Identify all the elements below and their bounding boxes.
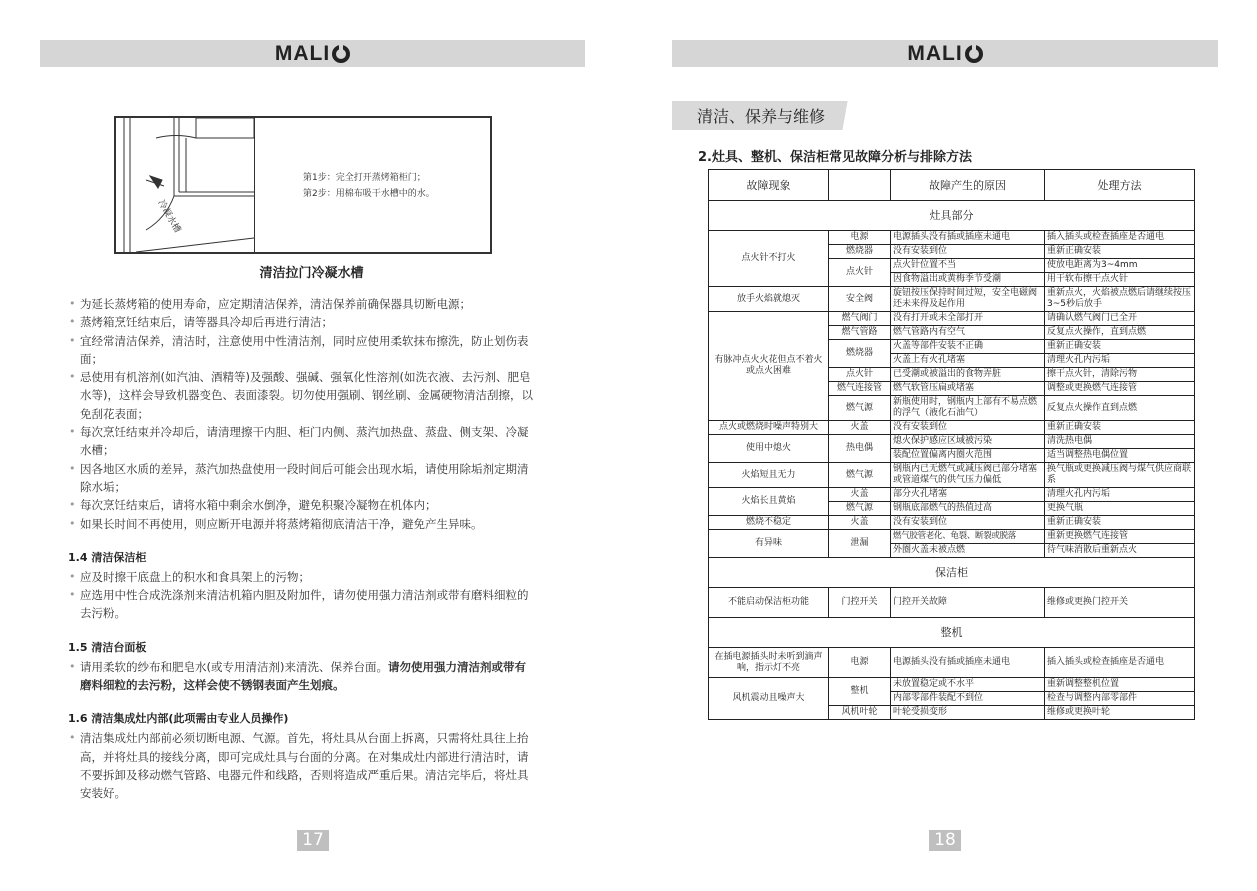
section-1-5-title: 1.5 清洁台面板 xyxy=(68,640,147,654)
table-row xyxy=(709,435,1195,449)
cleaning-instructions xyxy=(68,295,533,803)
table-header-row xyxy=(709,170,1195,201)
fix-cell: 维修或更换叶轮 xyxy=(1045,706,1195,720)
cause-cell: 没有安装到位 xyxy=(891,516,1045,530)
list-item: • 应选用中性合成洗涤剂来清洁机箱内胆及附加件，请勿使用强力清洁剂或带有磨料细粒的去污粉。 xyxy=(68,586,533,623)
cause-cell: 新瓶使用时，钢瓶内上部有不易点燃的浮气（液化石油气） xyxy=(891,396,1045,421)
drawing-label: 冷凝水槽 xyxy=(155,198,183,235)
part-cell: 电源 xyxy=(829,231,891,245)
fix-cell: 插入插头或检查插座是否通电 xyxy=(1045,231,1195,245)
part-cell: 风机叶轮 xyxy=(829,706,891,720)
part-cell: 燃烧器 xyxy=(829,245,891,259)
cause-cell: 没有安装到位 xyxy=(891,421,1045,435)
section-1-5-text: 请用柔软的纱布和肥皂水(或专用清洁剂)来清洗、保养台面。 xyxy=(80,659,388,674)
condensate-figure xyxy=(114,116,492,254)
oven-door-illustration xyxy=(116,118,255,252)
category-cell: 灶具部分 xyxy=(709,201,1195,231)
figure-title: 清洁拉门冷凝水槽 xyxy=(259,266,364,281)
symptom-cell: 有异味 xyxy=(709,530,829,558)
cause-cell: 旋钮按压保持时间过短，安全电磁阀还未来得及起作用 xyxy=(891,287,1045,312)
section-title: 清洁、保养与维修 xyxy=(672,101,892,130)
list-item: • 宜经常清洁保养，清洁时，注意使用中性清洁剂，同时应使用柔软抹布擦洗，防止划伤表面； xyxy=(68,332,533,369)
header-cell: 故障产生的原因 xyxy=(891,170,1045,201)
category-cell: 保洁柜 xyxy=(709,558,1195,588)
cause-cell: 没有打开或未全部打开 xyxy=(891,312,1045,326)
part-cell: 泄漏 xyxy=(829,530,891,558)
brand-logo: MALI xyxy=(275,42,350,66)
symptom-cell: 火焰长且黄焰 xyxy=(709,488,829,516)
symptom-cell: 放手火焰就熄灭 xyxy=(709,287,829,312)
list-item: • 为延长蒸烤箱的使用寿命，应定期清洁保养，清洁保养前确保器具切断电源； xyxy=(68,295,533,313)
section-1-5-warning: 请勿使用强力清洁剂或带有磨料细粒的去污粉，这样会使不锈钢表面产生划痕。 xyxy=(80,659,526,693)
list-item: • 忌使用有机溶剂(如汽油、酒精等)及强酸、强碱、强氧化性溶剂(如洗衣液、去污剂、肥皂水等)，这样会导致机器变色、表面漆裂。切勿使用强刷、钢丝刷、金属硬物清洁刮擦，以免刮花表面； xyxy=(68,368,533,423)
fix-cell: 检查与调整内部零部件 xyxy=(1045,692,1195,706)
fix-cell: 反复点火操作，直到点燃 xyxy=(1045,326,1195,340)
cause-cell: 点火针位置不当 xyxy=(891,259,1045,273)
cause-cell: 燃气管路内有空气 xyxy=(891,326,1045,340)
brand-logo: MALI xyxy=(907,42,982,66)
step-1: 第1步：完全打开蒸烤箱柜门； xyxy=(303,173,426,183)
fault-table xyxy=(708,169,1195,720)
fix-cell: 重新正确安装 xyxy=(1045,340,1195,354)
fix-cell: 适当调整热电偶位置 xyxy=(1045,449,1195,463)
cause-cell: 部分火孔堵塞 xyxy=(891,488,1045,502)
symptom-cell: 燃烧不稳定 xyxy=(709,516,829,530)
fix-cell: 插入插头或检查插座是否通电 xyxy=(1045,648,1195,678)
symptom-cell: 使用中熄火 xyxy=(709,435,829,463)
fix-cell: 清理火孔内污垢 xyxy=(1045,354,1195,368)
part-cell: 火盖 xyxy=(829,421,891,435)
symptom-cell: 火焰短且无力 xyxy=(709,463,829,488)
part-cell: 燃气阀门 xyxy=(829,312,891,326)
fix-cell: 重新正确安装 xyxy=(1045,421,1195,435)
fix-cell: 请确认燃气阀门已全开 xyxy=(1045,312,1195,326)
fix-cell: 换气瓶或更换减压阀与煤气供应商联系 xyxy=(1045,463,1195,488)
part-cell: 火盖 xyxy=(829,488,891,502)
left-page xyxy=(0,0,628,891)
cause-cell: 燃气软管压扁或堵塞 xyxy=(891,382,1045,396)
part-cell: 电源 xyxy=(829,648,891,678)
header-cell: 处理方法 xyxy=(1045,170,1195,201)
fix-cell: 反复点火操作直到点燃 xyxy=(1045,396,1195,421)
right-page xyxy=(628,0,1257,891)
cause-cell: 燃气胶管老化、龟裂、断裂或脱落 xyxy=(891,530,1045,544)
fix-cell: 重新正确安装 xyxy=(1045,516,1195,530)
symptom-cell: 不能启动保洁柜功能 xyxy=(709,588,829,618)
category-row xyxy=(709,558,1195,588)
part-cell: 燃气源 xyxy=(829,463,891,488)
fix-cell: 更换气瓶 xyxy=(1045,502,1195,516)
cause-cell: 火盖等部件安装不正确 xyxy=(891,340,1045,354)
oven-drawing xyxy=(116,118,255,252)
header-band xyxy=(40,40,585,67)
part-cell: 点火针 xyxy=(829,368,891,382)
fix-cell: 重新调整整机位置 xyxy=(1045,678,1195,692)
cause-cell: 叶轮受损变形 xyxy=(891,706,1045,720)
fix-cell: 擦干点火针，清除污物 xyxy=(1045,368,1195,382)
part-cell: 点火针 xyxy=(829,259,891,287)
table-row xyxy=(709,648,1195,678)
symptom-cell: 有脉冲点火火花但点不着火或点火困难 xyxy=(709,312,829,421)
part-cell: 燃气管路 xyxy=(829,326,891,340)
fix-cell: 重新正确安装 xyxy=(1045,245,1195,259)
list-item: • 清洁集成灶内部前必须切断电源、气源。首先，将灶具从台面上拆离，只需将灶具往上抬高，并将灶具的接线分离，即可完成灶具与台面的分离。在对集成灶内部进行清洁时，请不要拆卸及移动燃气管路、电器元件和线路，否则将造成严重后果。清洁完毕后，将灶具安装好。 xyxy=(68,729,533,802)
fix-cell: 用干软布擦干点火针 xyxy=(1045,273,1195,287)
table-row xyxy=(709,488,1195,502)
table-row xyxy=(709,588,1195,618)
part-cell: 火盖 xyxy=(829,516,891,530)
power-icon xyxy=(332,45,350,63)
list-item: • 蒸烤箱烹饪结束后，请等器具冷却后再进行清洁； xyxy=(68,313,533,331)
cause-cell: 已受潮或被溢出的食物弄脏 xyxy=(891,368,1045,382)
cause-cell: 火盖上有火孔堵塞 xyxy=(891,354,1045,368)
page-number: 17 xyxy=(297,830,329,851)
cause-cell: 电源插头没有插或插座未通电 xyxy=(891,231,1045,245)
part-cell: 燃气源 xyxy=(829,396,891,421)
list-item: • 应及时擦干底盘上的积水和食具架上的污物； xyxy=(68,568,533,586)
category-row xyxy=(709,201,1195,231)
header-cell: 故障现象 xyxy=(709,170,829,201)
part-cell: 门控开关 xyxy=(829,588,891,618)
list-item: • 因各地区水质的差异，蒸汽加热盘使用一段时间后可能会出现水垢，请使用除垢剂定期清除水垢； xyxy=(68,460,533,497)
fix-cell: 待气味消散后重新点火 xyxy=(1045,544,1195,558)
category-cell: 整机 xyxy=(709,618,1195,648)
fix-cell: 重新点火，火焰被点燃后请继续按压3~5秒后放手 xyxy=(1045,287,1195,312)
header-cell xyxy=(829,170,891,201)
cause-cell: 装配位置偏离内圈火范围 xyxy=(891,449,1045,463)
step-2: 第2步：用棉布吸干水槽中的水。 xyxy=(303,189,435,199)
table-row xyxy=(709,516,1195,530)
part-cell: 安全阀 xyxy=(829,287,891,312)
header-band xyxy=(672,40,1218,67)
list-item xyxy=(68,658,533,695)
section-1-4-title: 1.4 清洁保洁柜 xyxy=(68,550,147,564)
symptom-cell: 点火针不打火 xyxy=(709,231,829,287)
part-cell: 燃烧器 xyxy=(829,340,891,368)
power-icon xyxy=(965,45,983,63)
table-row xyxy=(709,678,1195,692)
cause-cell: 没有安装到位 xyxy=(891,245,1045,259)
table-row xyxy=(709,463,1195,488)
cause-cell: 外圈火盖未被点燃 xyxy=(891,544,1045,558)
cause-cell: 门控开关故障 xyxy=(891,588,1045,618)
table-row xyxy=(709,421,1195,435)
cause-cell: 因食物溢出或黄梅季节受潮 xyxy=(891,273,1045,287)
part-cell: 热电偶 xyxy=(829,435,891,463)
part-cell: 整机 xyxy=(829,678,891,706)
part-cell: 燃气源 xyxy=(829,502,891,516)
list-item: • 每次烹饪结束并冷却后，请清理擦干内胆、柜门内侧、蒸汽加热盘、蒸盘、侧支架、冷凝水槽； xyxy=(68,423,533,460)
table-row xyxy=(709,287,1195,312)
table-row xyxy=(709,231,1195,245)
cause-cell: 钢瓶内已无燃气或减压阀已部分堵塞或管道煤气的供气压力偏低 xyxy=(891,463,1045,488)
fix-cell: 使放电距离为3~4mm xyxy=(1045,259,1195,273)
table-heading: 2.灶具、整机、保洁柜常见故障分析与排除方法 xyxy=(698,150,972,165)
figure-steps xyxy=(255,118,490,252)
fix-cell: 清理火孔内污垢 xyxy=(1045,488,1195,502)
part-cell: 燃气连接管 xyxy=(829,382,891,396)
list-item: • 每次烹饪结束后，请将水箱中剩余水倒净，避免积聚冷凝物在机体内； xyxy=(68,496,533,514)
table-row xyxy=(709,530,1195,544)
symptom-cell: 风机震动且噪声大 xyxy=(709,678,829,720)
cause-cell: 钢瓶底部燃气的热值过高 xyxy=(891,502,1045,516)
symptom-cell: 在插电源插头时未听到滴声响，指示灯不亮 xyxy=(709,648,829,678)
symptom-cell: 点火或燃烧时噪声特别大 xyxy=(709,421,829,435)
cause-cell: 内部零部件装配不到位 xyxy=(891,692,1045,706)
fix-cell: 维修或更换门控开关 xyxy=(1045,588,1195,618)
table-row xyxy=(709,312,1195,326)
page-number: 18 xyxy=(929,830,961,851)
category-row xyxy=(709,618,1195,648)
fix-cell: 清洗热电偶 xyxy=(1045,435,1195,449)
cause-cell: 熄火保护感应区域被污染 xyxy=(891,435,1045,449)
list-item: • 如果长时间不再使用，则应断开电源并将蒸烤箱彻底清洁干净，避免产生异味。 xyxy=(68,515,533,533)
fix-cell: 调整或更换燃气连接管 xyxy=(1045,382,1195,396)
cause-cell: 电源插头没有插或插座未通电 xyxy=(891,648,1045,678)
section-1-6-title: 1.6 清洁集成灶内部(此项需由专业人员操作) xyxy=(68,712,289,726)
fix-cell: 重新更换燃气连接管 xyxy=(1045,530,1195,544)
cause-cell: 未放置稳定或不水平 xyxy=(891,678,1045,692)
